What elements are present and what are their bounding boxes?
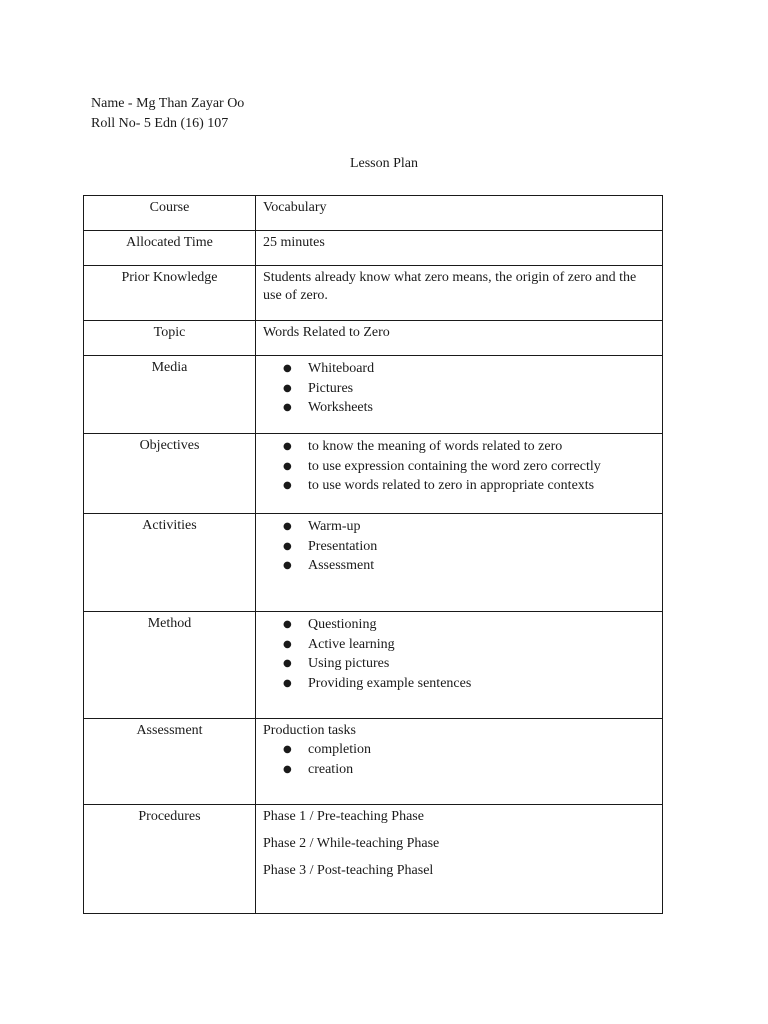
list-item: ● Providing example sentences — [263, 674, 654, 694]
list-item: ● to know the meaning of words related to zero — [263, 437, 654, 457]
method-list — [263, 615, 654, 693]
row-label: Course — [84, 196, 256, 231]
objectives-list — [263, 437, 654, 496]
table-row-method — [84, 612, 663, 719]
table-row-allocated-time — [84, 231, 663, 266]
assessment-list — [263, 740, 654, 779]
lesson-plan-table — [83, 195, 663, 914]
table-row-course — [84, 196, 663, 231]
list-item: ● creation — [263, 760, 654, 780]
row-label: Allocated Time — [84, 231, 256, 266]
list-item: ● Active learning — [263, 635, 654, 655]
assessment-intro: Production tasks — [263, 723, 356, 738]
table-row-procedures — [84, 805, 663, 914]
list-item: ● Using pictures — [263, 654, 654, 674]
table-row-topic — [84, 321, 663, 356]
procedure-phase: Phase 1 / Pre-teaching Phase — [263, 809, 424, 824]
row-value: Vocabulary — [256, 196, 663, 231]
list-item: ● completion — [263, 740, 654, 760]
list-item: ● Worksheets — [263, 398, 654, 418]
row-value — [256, 719, 663, 805]
row-label: Method — [84, 612, 256, 719]
table-row-prior-knowledge — [84, 266, 663, 321]
procedure-phase: Phase 2 / While-teaching Phase — [263, 836, 440, 851]
media-list — [263, 359, 654, 418]
list-item: ● Assessment — [263, 556, 654, 576]
row-value — [256, 356, 663, 434]
list-item: ● Warm-up — [263, 517, 654, 537]
row-label: Assessment — [84, 719, 256, 805]
activities-list — [263, 517, 654, 576]
row-value: Students already know what zero means, the origin of zero and the use of zero. — [256, 266, 663, 321]
row-label: Topic — [84, 321, 256, 356]
table-row-activities — [84, 514, 663, 612]
list-item: ● to use words related to zero in appropriate contexts — [263, 476, 654, 496]
row-label: Objectives — [84, 434, 256, 514]
list-item: ● Pictures — [263, 379, 654, 399]
table-row-objectives — [84, 434, 663, 514]
list-item: ● Presentation — [263, 537, 654, 557]
student-info — [91, 94, 244, 134]
row-label: Prior Knowledge — [84, 266, 256, 321]
row-label: Activities — [84, 514, 256, 612]
row-label: Media — [84, 356, 256, 434]
table-row-assessment — [84, 719, 663, 805]
list-item: ● Questioning — [263, 615, 654, 635]
row-label: Procedures — [84, 805, 256, 914]
list-item: ● Whiteboard — [263, 359, 654, 379]
document-title: Lesson Plan — [349, 156, 419, 171]
row-value — [256, 805, 663, 914]
roll-line: Roll No- 5 Edn (16) 107 — [91, 116, 229, 131]
list-item: ● to use expression containing the word zero correctly — [263, 457, 654, 477]
row-value — [256, 612, 663, 719]
name-line: Name - Mg Than Zayar Oo — [91, 96, 245, 111]
row-value — [256, 434, 663, 514]
table-row-media — [84, 356, 663, 434]
row-value: 25 minutes — [256, 231, 663, 266]
row-value: Words Related to Zero — [256, 321, 663, 356]
procedure-phase: Phase 3 / Post-teaching Phasel — [263, 863, 434, 878]
row-value — [256, 514, 663, 612]
